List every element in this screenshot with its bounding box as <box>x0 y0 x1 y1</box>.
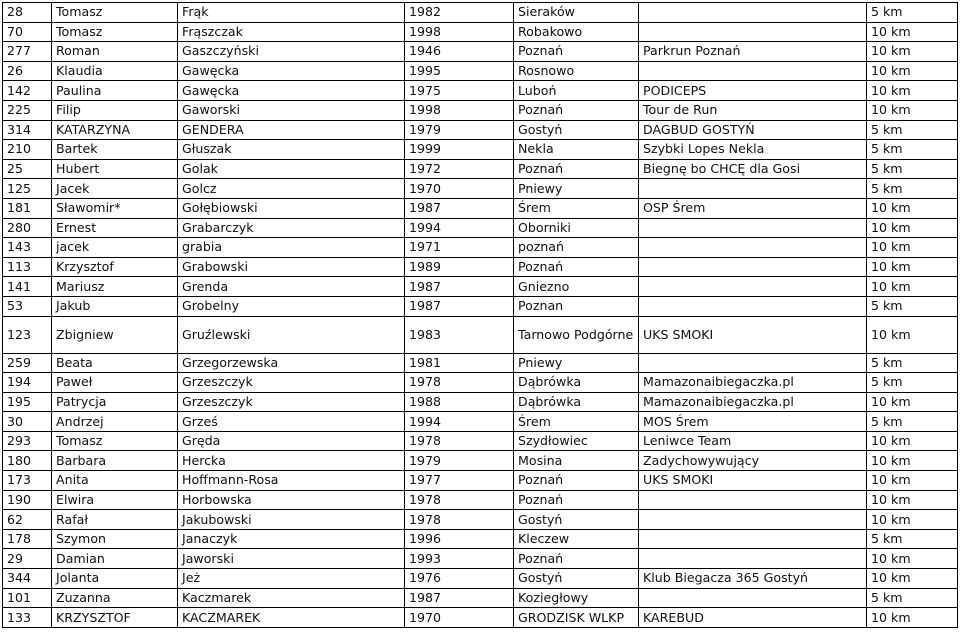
city-cell: Śrem <box>514 412 639 432</box>
club-cell: UKS SMOKI <box>639 316 867 353</box>
bib-number-cell: 225 <box>3 100 52 120</box>
distance-cell: 10 km <box>867 61 958 81</box>
club-cell <box>639 61 867 81</box>
club-cell: Leniwce Team <box>639 431 867 451</box>
city-cell: Luboń <box>514 81 639 101</box>
table-row <box>3 257 958 277</box>
table-row <box>3 238 958 258</box>
first-name-cell: Beata <box>52 353 178 373</box>
distance-cell: 10 km <box>867 198 958 218</box>
bib-number-cell: 62 <box>3 510 52 530</box>
city-cell: Gostyń <box>514 569 639 589</box>
birth-year-cell: 1978 <box>405 373 514 393</box>
table-row <box>3 120 958 140</box>
bib-number-cell: 30 <box>3 412 52 432</box>
distance-cell: 5 km <box>867 159 958 179</box>
first-name-cell: Patrycja <box>52 392 178 412</box>
first-name-cell: Barbara <box>52 451 178 471</box>
table-row <box>3 510 958 530</box>
club-cell: Klub Biegacza 365 Gostyń <box>639 569 867 589</box>
club-cell <box>639 218 867 238</box>
birth-year-cell: 1978 <box>405 510 514 530</box>
city-cell: Pniewy <box>514 353 639 373</box>
club-cell: PODICEPS <box>639 81 867 101</box>
birth-year-cell: 1987 <box>405 588 514 608</box>
distance-cell: 10 km <box>867 569 958 589</box>
table-row <box>3 353 958 373</box>
distance-cell: 5 km <box>867 588 958 608</box>
distance-cell: 5 km <box>867 296 958 316</box>
club-cell <box>639 238 867 258</box>
distance-cell: 10 km <box>867 100 958 120</box>
bib-number-cell: 142 <box>3 81 52 101</box>
last-name-cell: Kaczmarek <box>178 588 405 608</box>
club-cell <box>639 490 867 510</box>
distance-cell: 10 km <box>867 608 958 628</box>
birth-year-cell: 1987 <box>405 198 514 218</box>
club-cell <box>639 22 867 42</box>
last-name-cell: Gręda <box>178 431 405 451</box>
birth-year-cell: 1983 <box>405 316 514 353</box>
distance-cell: 10 km <box>867 42 958 62</box>
city-cell: Poznań <box>514 257 639 277</box>
table-row <box>3 140 958 160</box>
club-cell: Parkrun Poznań <box>639 42 867 62</box>
city-cell: Poznań <box>514 100 639 120</box>
birth-year-cell: 1993 <box>405 549 514 569</box>
last-name-cell: Jakubowski <box>178 510 405 530</box>
distance-cell: 10 km <box>867 316 958 353</box>
distance-cell: 5 km <box>867 179 958 199</box>
bib-number-cell: 280 <box>3 218 52 238</box>
bib-number-cell: 293 <box>3 431 52 451</box>
first-name-cell: Krzysztof <box>52 257 178 277</box>
first-name-cell: Roman <box>52 42 178 62</box>
first-name-cell: Anita <box>52 471 178 491</box>
city-cell: Gniezno <box>514 277 639 297</box>
bib-number-cell: 28 <box>3 3 52 23</box>
last-name-cell: Golcz <box>178 179 405 199</box>
bib-number-cell: 141 <box>3 277 52 297</box>
bib-number-cell: 25 <box>3 159 52 179</box>
table-row <box>3 42 958 62</box>
distance-cell: 10 km <box>867 238 958 258</box>
birth-year-cell: 1979 <box>405 451 514 471</box>
first-name-cell: Damian <box>52 549 178 569</box>
table-row <box>3 22 958 42</box>
distance-cell: 5 km <box>867 120 958 140</box>
birth-year-cell: 1970 <box>405 608 514 628</box>
first-name-cell: Mariusz <box>52 277 178 297</box>
table-row <box>3 471 958 491</box>
club-cell <box>639 257 867 277</box>
distance-cell: 10 km <box>867 431 958 451</box>
city-cell: Dąbrówka <box>514 373 639 393</box>
first-name-cell: Szymon <box>52 529 178 549</box>
bib-number-cell: 133 <box>3 608 52 628</box>
first-name-cell: Jacek <box>52 179 178 199</box>
first-name-cell: Tomasz <box>52 22 178 42</box>
distance-cell: 10 km <box>867 218 958 238</box>
club-cell: Biegnę bo CHCĘ dla Gosi <box>639 159 867 179</box>
club-cell <box>639 179 867 199</box>
first-name-cell: Andrzej <box>52 412 178 432</box>
city-cell: poznań <box>514 238 639 258</box>
bib-number-cell: 143 <box>3 238 52 258</box>
city-cell: Robakowo <box>514 22 639 42</box>
distance-cell: 5 km <box>867 529 958 549</box>
last-name-cell: GENDERA <box>178 120 405 140</box>
last-name-cell: Głuszak <box>178 140 405 160</box>
birth-year-cell: 1977 <box>405 471 514 491</box>
birth-year-cell: 1946 <box>405 42 514 62</box>
club-cell <box>639 510 867 530</box>
bib-number-cell: 181 <box>3 198 52 218</box>
birth-year-cell: 1972 <box>405 159 514 179</box>
table-row <box>3 159 958 179</box>
club-cell <box>639 588 867 608</box>
last-name-cell: Gołębiowski <box>178 198 405 218</box>
club-cell: OSP Śrem <box>639 198 867 218</box>
bib-number-cell: 123 <box>3 316 52 353</box>
first-name-cell: KATARZYNA <box>52 120 178 140</box>
first-name-cell: Sławomir* <box>52 198 178 218</box>
bib-number-cell: 173 <box>3 471 52 491</box>
club-cell: KAREBUD <box>639 608 867 628</box>
first-name-cell: Paulina <box>52 81 178 101</box>
last-name-cell: Grzeszczyk <box>178 373 405 393</box>
city-cell: Nekla <box>514 140 639 160</box>
last-name-cell: Grobelny <box>178 296 405 316</box>
distance-cell: 5 km <box>867 373 958 393</box>
birth-year-cell: 1978 <box>405 490 514 510</box>
first-name-cell: Rafał <box>52 510 178 530</box>
first-name-cell: Zuzanna <box>52 588 178 608</box>
city-cell: Kleczew <box>514 529 639 549</box>
birth-year-cell: 1982 <box>405 3 514 23</box>
birth-year-cell: 1999 <box>405 140 514 160</box>
last-name-cell: Gruźlewski <box>178 316 405 353</box>
participants-table <box>2 2 958 628</box>
last-name-cell: KACZMAREK <box>178 608 405 628</box>
table-row <box>3 61 958 81</box>
club-cell <box>639 296 867 316</box>
city-cell: Poznań <box>514 471 639 491</box>
bib-number-cell: 180 <box>3 451 52 471</box>
last-name-cell: Grabowski <box>178 257 405 277</box>
last-name-cell: Golak <box>178 159 405 179</box>
club-cell: Szybki Lopes Nekla <box>639 140 867 160</box>
first-name-cell: Zbigniew <box>52 316 178 353</box>
city-cell: Poznań <box>514 42 639 62</box>
bib-number-cell: 70 <box>3 22 52 42</box>
birth-year-cell: 1975 <box>405 81 514 101</box>
participants-table-body <box>3 3 958 628</box>
birth-year-cell: 1994 <box>405 412 514 432</box>
last-name-cell: Janaczyk <box>178 529 405 549</box>
birth-year-cell: 1987 <box>405 296 514 316</box>
distance-cell: 5 km <box>867 140 958 160</box>
bib-number-cell: 113 <box>3 257 52 277</box>
table-row <box>3 569 958 589</box>
last-name-cell: Gaworski <box>178 100 405 120</box>
distance-cell: 10 km <box>867 471 958 491</box>
city-cell: Mosina <box>514 451 639 471</box>
first-name-cell: Klaudia <box>52 61 178 81</box>
last-name-cell: Gawęcka <box>178 61 405 81</box>
club-cell <box>639 529 867 549</box>
birth-year-cell: 1978 <box>405 431 514 451</box>
distance-cell: 5 km <box>867 412 958 432</box>
table-row <box>3 392 958 412</box>
bib-number-cell: 29 <box>3 549 52 569</box>
table-row <box>3 296 958 316</box>
table-row <box>3 198 958 218</box>
distance-cell: 10 km <box>867 490 958 510</box>
distance-cell: 10 km <box>867 549 958 569</box>
club-cell: Mamazonaibiegaczka.pl <box>639 373 867 393</box>
table-row <box>3 588 958 608</box>
bib-number-cell: 259 <box>3 353 52 373</box>
city-cell: Poznan <box>514 296 639 316</box>
club-cell: DAGBUD GOSTYŃ <box>639 120 867 140</box>
birth-year-cell: 1979 <box>405 120 514 140</box>
city-cell: Gostyń <box>514 510 639 530</box>
distance-cell: 10 km <box>867 451 958 471</box>
table-row <box>3 179 958 199</box>
city-cell: Oborniki <box>514 218 639 238</box>
last-name-cell: Grzegorzewska <box>178 353 405 373</box>
table-row <box>3 412 958 432</box>
birth-year-cell: 1987 <box>405 277 514 297</box>
birth-year-cell: 1989 <box>405 257 514 277</box>
bib-number-cell: 190 <box>3 490 52 510</box>
first-name-cell: Ernest <box>52 218 178 238</box>
bib-number-cell: 314 <box>3 120 52 140</box>
last-name-cell: Frąk <box>178 3 405 23</box>
city-cell: Koziegłowy <box>514 588 639 608</box>
last-name-cell: Jaworski <box>178 549 405 569</box>
club-cell: Mamazonaibiegaczka.pl <box>639 392 867 412</box>
first-name-cell: Filip <box>52 100 178 120</box>
last-name-cell: Grenda <box>178 277 405 297</box>
first-name-cell: KRZYSZTOF <box>52 608 178 628</box>
city-cell: Poznań <box>514 490 639 510</box>
table-row <box>3 218 958 238</box>
first-name-cell: Bartek <box>52 140 178 160</box>
bib-number-cell: 195 <box>3 392 52 412</box>
club-cell: Zadychowywujący <box>639 451 867 471</box>
last-name-cell: Grześ <box>178 412 405 432</box>
club-cell: Tour de Run <box>639 100 867 120</box>
bib-number-cell: 53 <box>3 296 52 316</box>
last-name-cell: grabia <box>178 238 405 258</box>
table-row <box>3 529 958 549</box>
birth-year-cell: 1976 <box>405 569 514 589</box>
bib-number-cell: 101 <box>3 588 52 608</box>
table-row <box>3 431 958 451</box>
birth-year-cell: 1995 <box>405 61 514 81</box>
distance-cell: 5 km <box>867 353 958 373</box>
distance-cell: 10 km <box>867 257 958 277</box>
distance-cell: 10 km <box>867 277 958 297</box>
first-name-cell: Tomasz <box>52 431 178 451</box>
bib-number-cell: 178 <box>3 529 52 549</box>
birth-year-cell: 1970 <box>405 179 514 199</box>
last-name-cell: Gaszczyński <box>178 42 405 62</box>
birth-year-cell: 1994 <box>405 218 514 238</box>
first-name-cell: Hubert <box>52 159 178 179</box>
table-row <box>3 490 958 510</box>
first-name-cell: Jolanta <box>52 569 178 589</box>
first-name-cell: Jakub <box>52 296 178 316</box>
club-cell: MOS Śrem <box>639 412 867 432</box>
distance-cell: 5 km <box>867 3 958 23</box>
bib-number-cell: 194 <box>3 373 52 393</box>
table-row <box>3 549 958 569</box>
city-cell: Szydłowiec <box>514 431 639 451</box>
bib-number-cell: 26 <box>3 61 52 81</box>
last-name-cell: Horbowska <box>178 490 405 510</box>
birth-year-cell: 1996 <box>405 529 514 549</box>
bib-number-cell: 125 <box>3 179 52 199</box>
table-row <box>3 277 958 297</box>
table-row <box>3 100 958 120</box>
city-cell: Tarnowo Podgórne <box>514 316 639 353</box>
bib-number-cell: 210 <box>3 140 52 160</box>
last-name-cell: Grzeszczyk <box>178 392 405 412</box>
table-row <box>3 81 958 101</box>
club-cell: UKS SMOKI <box>639 471 867 491</box>
club-cell <box>639 277 867 297</box>
table-row <box>3 608 958 628</box>
city-cell: GRODZISK WLKP <box>514 608 639 628</box>
birth-year-cell: 1971 <box>405 238 514 258</box>
last-name-cell: Jeż <box>178 569 405 589</box>
table-row <box>3 373 958 393</box>
city-cell: Dąbrówka <box>514 392 639 412</box>
birth-year-cell: 1998 <box>405 100 514 120</box>
city-cell: Śrem <box>514 198 639 218</box>
city-cell: Rosnowo <box>514 61 639 81</box>
first-name-cell: Tomasz <box>52 3 178 23</box>
distance-cell: 10 km <box>867 22 958 42</box>
city-cell: Sieraków <box>514 3 639 23</box>
birth-year-cell: 1981 <box>405 353 514 373</box>
table-row <box>3 316 958 353</box>
bib-number-cell: 277 <box>3 42 52 62</box>
bib-number-cell: 344 <box>3 569 52 589</box>
city-cell: Pniewy <box>514 179 639 199</box>
first-name-cell: Paweł <box>52 373 178 393</box>
club-cell <box>639 3 867 23</box>
table-row <box>3 451 958 471</box>
city-cell: Gostyń <box>514 120 639 140</box>
last-name-cell: Grabarczyk <box>178 218 405 238</box>
first-name-cell: Elwira <box>52 490 178 510</box>
last-name-cell: Frąszczak <box>178 22 405 42</box>
birth-year-cell: 1998 <box>405 22 514 42</box>
club-cell <box>639 353 867 373</box>
city-cell: Poznań <box>514 549 639 569</box>
last-name-cell: Hercka <box>178 451 405 471</box>
first-name-cell: jacek <box>52 238 178 258</box>
participants-table-wrapper <box>2 2 958 628</box>
last-name-cell: Hoffmann-Rosa <box>178 471 405 491</box>
distance-cell: 10 km <box>867 510 958 530</box>
birth-year-cell: 1988 <box>405 392 514 412</box>
club-cell <box>639 549 867 569</box>
distance-cell: 10 km <box>867 81 958 101</box>
table-row <box>3 3 958 23</box>
last-name-cell: Gawęcka <box>178 81 405 101</box>
city-cell: Poznań <box>514 159 639 179</box>
distance-cell: 10 km <box>867 392 958 412</box>
